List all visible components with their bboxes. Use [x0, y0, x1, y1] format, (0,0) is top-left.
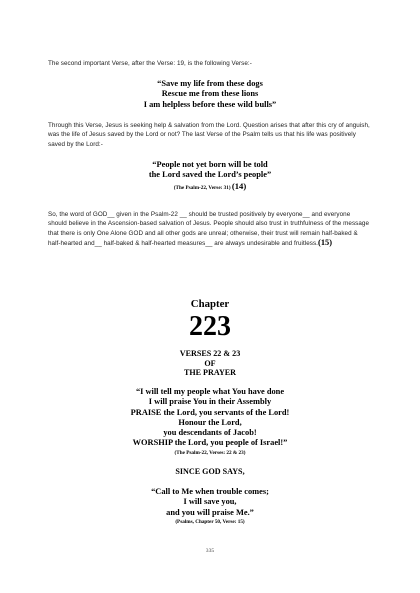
paragraph-jesus-salvation: Through this Verse, Jesus is seeking help & salvation from the Lord. Question arises that after this cry of anguish, was the life of Jesus saved by the Lord or not? The last Verse of the Psalm tells us that his life was positively saved by the Lord:-	[48, 122, 370, 148]
footnote-number: (14)	[231, 181, 247, 191]
footnote-number: (15)	[317, 237, 333, 247]
quote-line: I will save you,	[183, 497, 237, 507]
quote-line: and you will praise Me.”	[166, 507, 254, 517]
subtitle-line: VERSES 22 & 23	[179, 349, 241, 358]
quote-reference: (Psalms, Chapter 50, Verse: 15)	[175, 519, 245, 525]
quote-praise-the-lord	[40, 387, 380, 449]
quote-line: you descendants of Jacob!	[163, 428, 257, 438]
page-number: 335	[205, 548, 215, 554]
quote-people-not-yet-born	[40, 160, 380, 181]
quote-line: “Save my life from these dogs	[157, 79, 263, 88]
since-god-says-heading: SINCE GOD SAYS,	[175, 467, 245, 476]
quote-reference	[40, 182, 380, 192]
quote-line: I will praise You in their Assembly	[148, 397, 272, 407]
paragraph-word-of-god	[48, 210, 370, 248]
quote-line: “People not yet born will be told	[152, 160, 268, 169]
quote-line: Rescue me from these lions	[161, 89, 259, 99]
quote-line: PRAISE the Lord, you servants of the Lord!	[130, 407, 290, 417]
quote-line: WORSHIP the Lord, you people of Israel!”	[132, 438, 288, 448]
chapter-label: Chapter	[190, 298, 230, 310]
intro-paragraph: The second important Verse, after the Verse: 19, is the following Verse:-	[48, 60, 252, 67]
chapter-number: 223	[189, 311, 231, 342]
subtitle-line: THE PRAYER	[183, 368, 237, 378]
quote-line: I am helpless before these wild bulls”	[143, 99, 277, 109]
quote-line: “I will tell my people what You have done	[135, 387, 285, 396]
paragraph-text: So, the word of GOD__ given in the Psalm-22 __ should be trusted positively by everyone__ and everyone should believe in the Ascension-based salvation of Jesus. People should also trust in truthfulness of the message that there is only One Alone GOD and all other gods are unreal; otherwise, their trust will remain half-baked & half-hearted and__ half-baked & half-hearted measures__ are always undesirable and fruitless.	[48, 211, 370, 247]
subtitle-line: OF	[204, 358, 216, 368]
quote-line: Honour the Lord,	[178, 417, 242, 427]
quote-reference: (The Psalm-22, Verses: 22 & 23)	[174, 450, 246, 456]
quote-call-to-me	[40, 487, 380, 518]
quote-save-my-life	[40, 79, 380, 110]
quote-line: “Call to Me when trouble comes;	[151, 487, 269, 496]
quote-line: the Lord saved the Lord’s people”	[148, 170, 272, 180]
chapter-subtitle	[40, 349, 380, 378]
reference-text: (The Psalm-22, Verse: 31)	[173, 185, 231, 191]
